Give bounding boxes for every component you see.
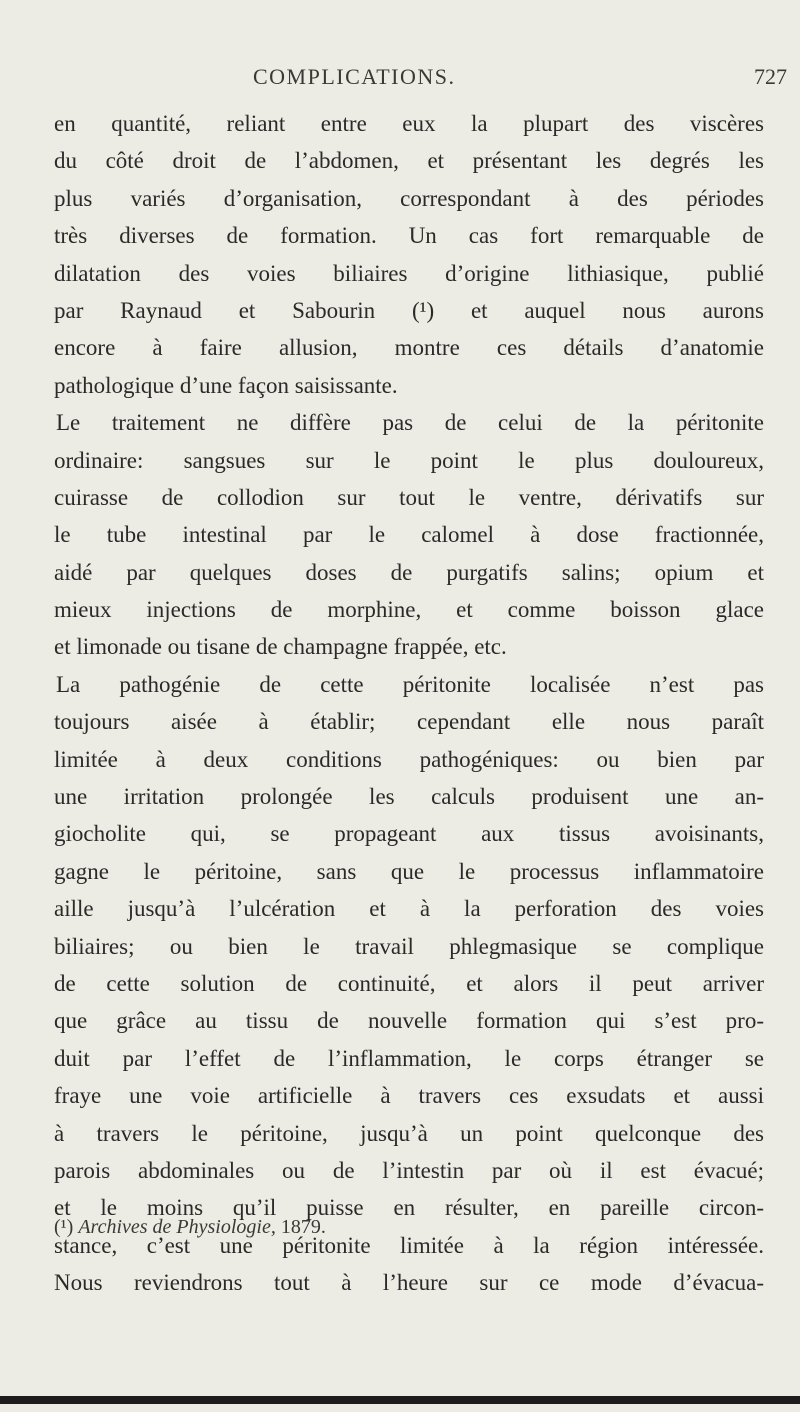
- text-line: aille jusqu’à l’ulcération et à la perforation des voies: [54, 896, 764, 922]
- footnote-year: 1879.: [280, 1216, 326, 1238]
- text-line: une irritation prolongée les calculs produisent une an-: [54, 784, 764, 810]
- text-line: duit par l’effet de l’inflammation, le corps étranger se: [54, 1045, 764, 1071]
- text-line: encore à faire allusion, montre ces détails d’anatomie: [54, 335, 764, 361]
- text-line: stance, c’est une péritonite limitée à la région intéressée.: [54, 1232, 764, 1258]
- bottom-edge-band: [0, 1396, 800, 1404]
- paragraph-start-line: La pathogénie de cette péritonite localisée n’est pas: [56, 671, 764, 697]
- footnote-source: Archives de Physiologie,: [78, 1216, 276, 1238]
- text-line: biliaires; ou bien le travail phlegmasique se complique: [54, 933, 764, 959]
- text-line: dilatation des voies biliaires d’origine lithiasique, publié: [54, 260, 764, 286]
- text-line: le tube intestinal par le calomel à dose fractionnée,: [54, 522, 764, 548]
- text-line: limitée à deux conditions pathogéniques: ou bien par: [54, 746, 764, 772]
- text-line: que grâce au tissu de nouvelle formation qui s’est pro-: [54, 1008, 764, 1034]
- text-line: de cette solution de continuité, et alors il peut arriver: [54, 970, 764, 996]
- text-line: parois abdominales ou de l’intestin par où il est évacué;: [54, 1157, 764, 1183]
- text-line: et le moins qu’il puisse en résulter, en pareille circon-: [54, 1195, 764, 1221]
- body-text: [54, 105, 764, 1302]
- text-line: ordinaire: sangsues sur le point le plus douloureux,: [54, 447, 764, 473]
- text-line: aidé par quelques doses de purgatifs salins; opium et: [54, 559, 764, 585]
- page-header: [0, 64, 800, 94]
- footnote: [54, 1216, 764, 1239]
- text-line: très diverses de formation. Un cas fort remarquable de: [54, 223, 764, 249]
- footnote-marker: (¹): [54, 1216, 74, 1238]
- text-line: mieux injections de morphine, et comme boisson glace: [54, 597, 764, 623]
- text-line: à travers le péritoine, jusqu’à un point quelconque des: [54, 1120, 764, 1146]
- text-line: du côté droit de l’abdomen, et présentant les degrés les: [54, 148, 764, 174]
- text-line: Nous reviendrons tout à l’heure sur ce mode d’évacua-: [54, 1270, 764, 1296]
- text-line: par Raynaud et Sabourin (¹) et auquel nous aurons: [54, 297, 764, 323]
- text-line: plus variés d’organisation, correspondant à des périodes: [54, 185, 764, 211]
- text-line: en quantité, reliant entre eux la plupart des viscères: [54, 111, 764, 136]
- text-line: et limonade ou tisane de champagne frappée, etc.: [54, 634, 507, 660]
- page-number: 727: [754, 64, 787, 89]
- text-line: pathologique d’une façon saisissante.: [54, 372, 398, 398]
- text-line: gagne le péritoine, sans que le processus inflammatoire: [54, 858, 764, 884]
- text-line: fraye une voie artificielle à travers ces exsudats et aussi: [54, 1083, 764, 1109]
- text-line: cuirasse de collodion sur tout le ventre, dérivatifs sur: [54, 484, 764, 510]
- text-line: giocholite qui, se propageant aux tissus avoisinants,: [54, 821, 764, 847]
- text-line: toujours aisée à établir; cependant elle nous paraît: [54, 709, 764, 735]
- paragraph-start-line: Le traitement ne diffère pas de celui de la péritonite: [56, 410, 764, 436]
- running-head: COMPLICATIONS.: [253, 64, 456, 89]
